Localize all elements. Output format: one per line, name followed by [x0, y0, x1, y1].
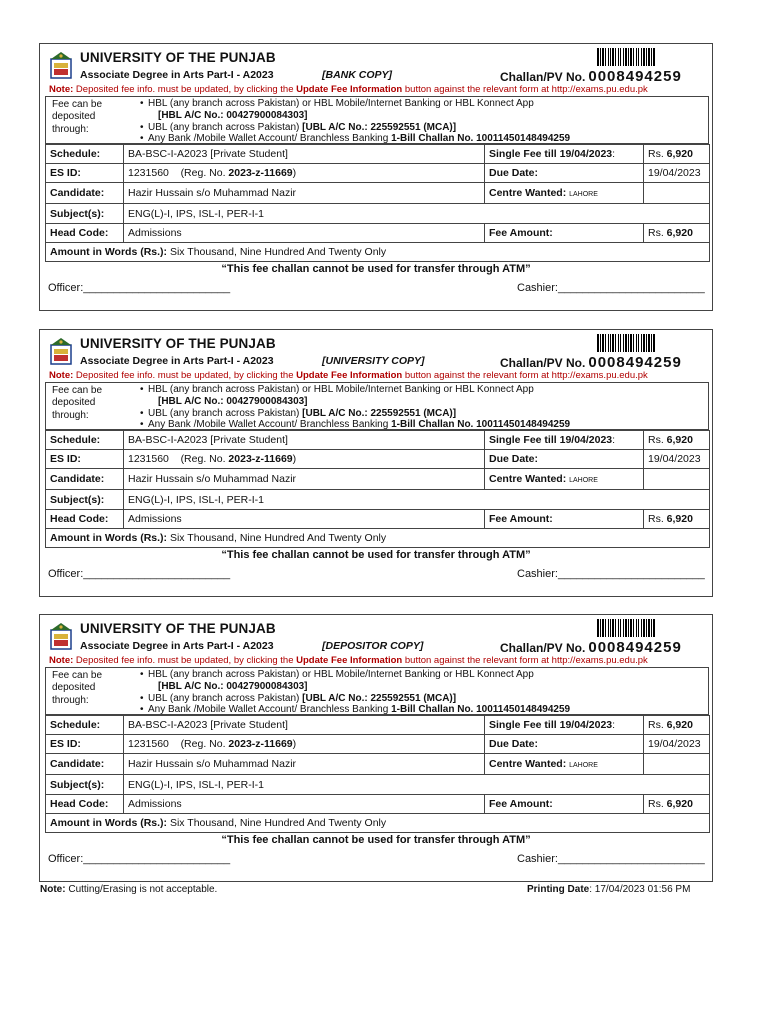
es-id-value: 1231560 (Reg. No. 2023-z-11669) [124, 450, 485, 469]
barcode-bar [597, 619, 599, 637]
barcode-bar [630, 334, 632, 352]
cashier-signature: Cashier:________________________ [517, 853, 705, 865]
deposit-options: • HBL (any branch across Pakistan) or HBL Mobile/Internet Banking or HBL Konnect App [HBL A/C No.: 00427900084303] • UBL (any branch across Pakistan) [UBL A/C No.: 225592551 (MCA)] • Any Bank /Mobile Wallet Account/ Branchless Banking 1-Bill Challan No. 10011450148494259 [140, 669, 571, 716]
deposit-label: Fee can be deposited through: [52, 99, 103, 135]
head-code-value: Admissions [124, 224, 485, 243]
candidate-label: Candidate: [46, 183, 124, 204]
barcode-bar [636, 334, 637, 352]
officer-signature: Officer:________________________ [48, 282, 231, 294]
challan-number: Challan/PV No. 0008494259 [500, 68, 682, 85]
barcode-icon [597, 334, 703, 352]
barcode-bar [646, 48, 647, 66]
barcode-bar [651, 48, 652, 66]
atm-note: “This fee challan cannot be used for transfer through ATM” [221, 549, 531, 561]
university-logo-icon [48, 336, 74, 366]
single-fee-label: Single Fee till 19/04/2023: [485, 716, 644, 735]
barcode-bar [625, 619, 627, 637]
barcode-bar [618, 619, 619, 637]
copy-type: [BANK COPY] [322, 69, 392, 81]
single-fee-value: Rs. 6,920 [644, 431, 710, 450]
fee-amount-value: Rs. 6,920 [644, 510, 710, 529]
university-logo-icon [48, 621, 74, 651]
barcode-bar [610, 48, 611, 66]
university-name: UNIVERSITY OF THE PUNJAB [80, 336, 276, 351]
barcode-bar [630, 48, 632, 66]
centre-label: Centre Wanted: LAHORE [485, 754, 644, 775]
barcode-bar [623, 334, 624, 352]
barcode-bar [641, 334, 642, 352]
barcode-bar [648, 334, 650, 352]
barcode-bar [638, 619, 639, 637]
fee-table [45, 715, 710, 833]
candidate-label: Candidate: [46, 754, 124, 775]
fee-table [45, 430, 710, 548]
barcode-bar [628, 48, 629, 66]
challan-number: Challan/PV No. 0008494259 [500, 639, 682, 656]
due-date-value: 19/04/2023 [644, 735, 710, 754]
barcode-bar [648, 619, 650, 637]
barcode-bar [610, 334, 611, 352]
barcode-bar [605, 334, 606, 352]
copy-type: [DEPOSITOR COPY] [322, 640, 424, 652]
barcode-bar [630, 619, 632, 637]
fee-amount-label: Fee Amount: [485, 224, 644, 243]
barcode-bar [602, 619, 604, 637]
barcode-bar [646, 334, 647, 352]
barcode-bar [628, 334, 629, 352]
update-note: Note: Deposited fee info. must be updated, by clicking the Update Fee Information button against the relevant form at http://exams.pu.edu.pk [49, 370, 648, 381]
deposit-options: • HBL (any branch across Pakistan) or HBL Mobile/Internet Banking or HBL Konnect App [HBL A/C No.: 00427900084303] • UBL (any branch across Pakistan) [UBL A/C No.: 225592551 (MCA)] • Any Bank /Mobile Wallet Account/ Branchless Banking 1-Bill Challan No. 10011450148494259 [140, 384, 571, 431]
update-note: Note: Deposited fee info. must be updated, by clicking the Update Fee Information button against the relevant form at http://exams.pu.edu.pk [49, 84, 648, 95]
amount-words: Amount in Words (Rs.): Six Thousand, Nine Hundred And Twenty Only [46, 814, 710, 833]
candidate-label: Candidate: [46, 469, 124, 490]
barcode-bar [651, 334, 652, 352]
barcode-bar [641, 619, 642, 637]
es-id-label: ES ID: [46, 164, 124, 183]
barcode-bar [605, 48, 606, 66]
barcode-bar [623, 48, 624, 66]
deposit-box [45, 667, 709, 715]
deposit-label: Fee can be deposited through: [52, 385, 103, 421]
barcode-bar [605, 619, 606, 637]
barcode-bar [602, 48, 604, 66]
university-name: UNIVERSITY OF THE PUNJAB [80, 50, 276, 65]
fee-amount-label: Fee Amount: [485, 795, 644, 814]
barcode-bar [612, 619, 614, 637]
degree-title: Associate Degree in Arts Part-I - A2023 [80, 640, 274, 652]
barcode-bar [653, 619, 655, 637]
fee-amount-label: Fee Amount: [485, 510, 644, 529]
fee-table [45, 144, 710, 262]
officer-signature: Officer:________________________ [48, 568, 231, 580]
barcode-bar [597, 48, 599, 66]
deposit-box [45, 96, 709, 144]
barcode-bar [620, 334, 621, 352]
barcode-bar [612, 48, 614, 66]
barcode-bar [636, 619, 637, 637]
subjects-value: ENG(L)-I, IPS, ISL-I, PER-I-1 [124, 204, 710, 224]
deposit-options: • HBL (any branch across Pakistan) or HBL Mobile/Internet Banking or HBL Konnect App [HBL A/C No.: 00427900084303] • UBL (any branch across Pakistan) [UBL A/C No.: 225592551 (MCA)] • Any Bank /Mobile Wallet Account/ Branchless Banking 1-Bill Challan No. 10011450148494259 [140, 98, 571, 145]
barcode-bar [628, 619, 629, 637]
barcode-bar [625, 48, 627, 66]
barcode-bar [648, 48, 650, 66]
subjects-value: ENG(L)-I, IPS, ISL-I, PER-I-1 [124, 490, 710, 510]
barcode-bar [620, 48, 621, 66]
due-date-label: Due Date: [485, 735, 644, 754]
barcode-bar [608, 619, 609, 637]
head-code-label: Head Code: [46, 795, 124, 814]
barcode-bar [646, 619, 647, 637]
footer-note: Note: Cutting/Erasing is not acceptable. [40, 884, 218, 895]
schedule-label: Schedule: [46, 431, 124, 450]
barcode-bar [625, 334, 627, 352]
deposit-box [45, 382, 709, 430]
schedule-value: BA-BSC-I-A2023 [Private Student] [124, 431, 485, 450]
challan-copy [39, 329, 713, 597]
barcode-bar [653, 48, 655, 66]
centre-label: Centre Wanted: LAHORE [485, 469, 644, 490]
barcode-bar [653, 334, 655, 352]
barcode-bar [651, 619, 652, 637]
atm-note: “This fee challan cannot be used for transfer through ATM” [221, 263, 531, 275]
barcode-bar [643, 48, 645, 66]
challan-number: Challan/PV No. 0008494259 [500, 354, 682, 371]
due-date-value: 19/04/2023 [644, 450, 710, 469]
university-name: UNIVERSITY OF THE PUNJAB [80, 621, 276, 636]
schedule-label: Schedule: [46, 716, 124, 735]
es-id-label: ES ID: [46, 450, 124, 469]
head-code-value: Admissions [124, 795, 485, 814]
barcode-bar [615, 619, 616, 637]
candidate-value: Hazir Hussain s/o Muhammad Nazir [124, 754, 485, 775]
barcode-bar [612, 334, 614, 352]
challan-copy [39, 614, 713, 882]
es-id-value: 1231560 (Reg. No. 2023-z-11669) [124, 164, 485, 183]
amount-words: Amount in Words (Rs.): Six Thousand, Nine Hundred And Twenty Only [46, 529, 710, 548]
subjects-label: Subject(s): [46, 775, 124, 795]
schedule-value: BA-BSC-I-A2023 [Private Student] [124, 716, 485, 735]
barcode-bar [633, 334, 634, 352]
single-fee-label: Single Fee till 19/04/2023: [485, 431, 644, 450]
barcode-bar [610, 619, 611, 637]
head-code-label: Head Code: [46, 224, 124, 243]
subjects-label: Subject(s): [46, 204, 124, 224]
due-date-label: Due Date: [485, 450, 644, 469]
barcode-bar [618, 48, 619, 66]
degree-title: Associate Degree in Arts Part-I - A2023 [80, 69, 274, 81]
printing-date: Printing Date: 17/04/2023 01:56 PM [527, 884, 691, 895]
cashier-signature: Cashier:________________________ [517, 282, 705, 294]
barcode-bar [643, 619, 645, 637]
due-date-label: Due Date: [485, 164, 644, 183]
barcode-bar [600, 334, 601, 352]
barcode-bar [608, 334, 609, 352]
candidate-value: Hazir Hussain s/o Muhammad Nazir [124, 469, 485, 490]
barcode-bar [615, 334, 616, 352]
barcode-bar [641, 48, 642, 66]
head-code-value: Admissions [124, 510, 485, 529]
barcode-bar [615, 48, 616, 66]
barcode-bar [643, 334, 645, 352]
barcode-bar [597, 334, 599, 352]
barcode-bar [600, 48, 601, 66]
subjects-label: Subject(s): [46, 490, 124, 510]
university-logo-icon [48, 50, 74, 80]
deposit-label: Fee can be deposited through: [52, 670, 103, 706]
barcode-bar [636, 48, 637, 66]
cashier-signature: Cashier:________________________ [517, 568, 705, 580]
barcode-bar [638, 48, 639, 66]
subjects-value: ENG(L)-I, IPS, ISL-I, PER-I-1 [124, 775, 710, 795]
single-fee-label: Single Fee till 19/04/2023: [485, 145, 644, 164]
update-note: Note: Deposited fee info. must be updated, by clicking the Update Fee Information button against the relevant form at http://exams.pu.edu.pk [49, 655, 648, 666]
barcode-bar [608, 48, 609, 66]
es-id-value: 1231560 (Reg. No. 2023-z-11669) [124, 735, 485, 754]
schedule-value: BA-BSC-I-A2023 [Private Student] [124, 145, 485, 164]
barcode-bar [633, 48, 634, 66]
barcode-bar [633, 619, 634, 637]
barcode-bar [600, 619, 601, 637]
candidate-value: Hazir Hussain s/o Muhammad Nazir [124, 183, 485, 204]
es-id-label: ES ID: [46, 735, 124, 754]
copy-type: [UNIVERSITY COPY] [322, 355, 425, 367]
fee-amount-value: Rs. 6,920 [644, 224, 710, 243]
challan-copy [39, 43, 713, 311]
barcode-bar [620, 619, 621, 637]
due-date-value: 19/04/2023 [644, 164, 710, 183]
barcode-icon [597, 48, 703, 66]
single-fee-value: Rs. 6,920 [644, 145, 710, 164]
schedule-label: Schedule: [46, 145, 124, 164]
barcode-bar [623, 619, 624, 637]
amount-words: Amount in Words (Rs.): Six Thousand, Nine Hundred And Twenty Only [46, 243, 710, 262]
atm-note: “This fee challan cannot be used for transfer through ATM” [221, 834, 531, 846]
degree-title: Associate Degree in Arts Part-I - A2023 [80, 355, 274, 367]
head-code-label: Head Code: [46, 510, 124, 529]
single-fee-value: Rs. 6,920 [644, 716, 710, 735]
barcode-icon [597, 619, 703, 637]
officer-signature: Officer:________________________ [48, 853, 231, 865]
fee-amount-value: Rs. 6,920 [644, 795, 710, 814]
centre-label: Centre Wanted: LAHORE [485, 183, 644, 204]
barcode-bar [638, 334, 639, 352]
barcode-bar [618, 334, 619, 352]
barcode-bar [602, 334, 604, 352]
